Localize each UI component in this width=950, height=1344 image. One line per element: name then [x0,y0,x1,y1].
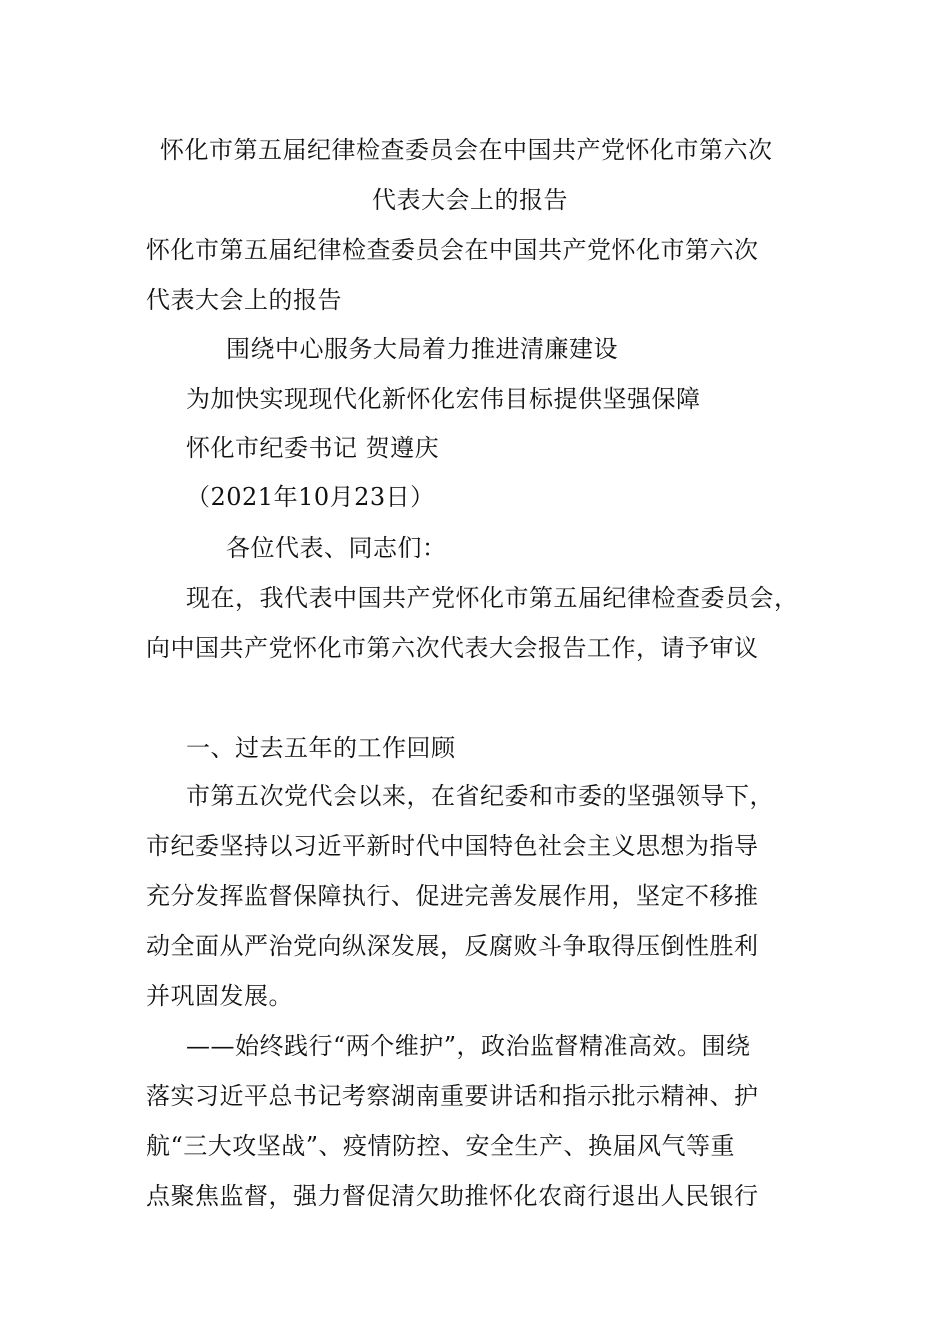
paragraph-line: 点聚焦监督，强力督促清欠助推怀化农商行退出人民银行 [146,1182,759,1210]
intro-line: 向中国共产党怀化市第六次代表大会报告工作，请予审议 [146,634,759,662]
paragraph-line: 落实习近平总书记考察湖南重要讲话和指示批示精神、护 [146,1082,759,1110]
paragraph-line: 充分发挥监督保障执行、促进完善发展作用，坚定不移推 [146,882,759,910]
paragraph-line: ——始终践行“两个维护”，政治监督精准高效。围绕 [186,1032,751,1060]
paragraph-line: 市纪委坚持以习近平新时代中国特色社会主义思想为指导 [146,832,759,860]
paragraph-line: 并巩固发展。 [146,982,293,1010]
paragraph-line: 航“三大攻坚战”、疫情防控、安全生产、换届风气等重 [146,1132,736,1160]
headline-1: 围绕中心服务大局着力推进清廉建设 [226,335,618,363]
date-line: （2021年10月23日） [186,483,435,511]
section-heading: 一、过去五年的工作回顾 [186,734,456,762]
report-title-line-1: 怀化市第五届纪律检查委员会在中国共产党怀化市第六次 [160,136,773,164]
report-subtitle-line-1: 怀化市第五届纪律检查委员会在中国共产党怀化市第六次 [146,236,759,264]
greeting: 各位代表、同志们： [226,534,447,562]
report-title-line-2: 代表大会上的报告 [372,186,568,214]
intro-line: 现在，我代表中国共产党怀化市第五届纪律检查委员会， [186,584,799,612]
headline-2: 为加快实现现代化新怀化宏伟目标提供坚强保障 [186,385,701,413]
author-line: 怀化市纪委书记 贺遵庆 [186,434,440,462]
paragraph-line: 市第五次党代会以来，在省纪委和市委的坚强领导下， [186,782,774,810]
paragraph-line: 动全面从严治党向纵深发展，反腐败斗争取得压倒性胜利 [146,932,759,960]
report-subtitle-line-2: 代表大会上的报告 [146,286,342,314]
